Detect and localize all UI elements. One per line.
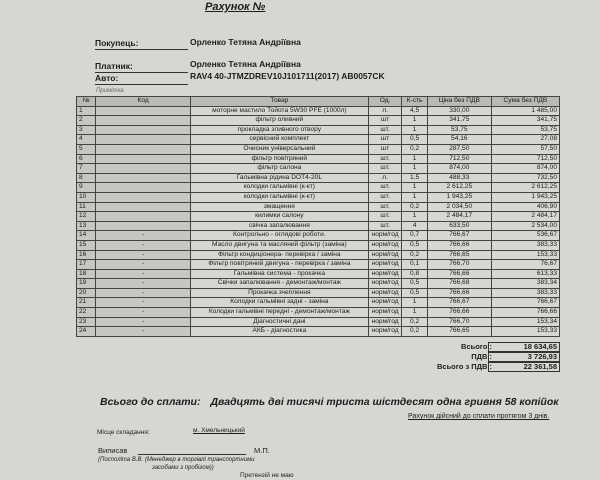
row-unit: норм/год (368, 260, 402, 270)
row-price: 766,65 (427, 327, 491, 337)
header-number: № (77, 97, 96, 107)
row-qty: 1 (402, 154, 427, 164)
row-sum: 76,67 (491, 260, 559, 270)
row-code (96, 116, 191, 126)
payer-name: Орленко Тетяна Андріївна (190, 59, 301, 69)
row-unit: норм/год (368, 308, 402, 318)
row-number: 19 (77, 279, 96, 289)
buyer-label: Покупець: (95, 38, 188, 50)
row-item: Очисник універсальний (190, 144, 368, 154)
row-number: 5 (77, 144, 96, 154)
row-number: 11 (77, 202, 96, 212)
row-item: Гальмівна рідина DOT4-20L (190, 173, 368, 183)
row-code (96, 202, 191, 212)
issued-label: Виписав (98, 446, 128, 455)
stamp-label: М.П. (254, 446, 270, 455)
row-sum: 406,90 (491, 202, 559, 212)
row-price: 766,68 (427, 279, 491, 289)
row-code (96, 106, 191, 116)
table-row (77, 308, 560, 318)
row-item: фільтр повітряний (190, 154, 368, 164)
row-price: 766,66 (427, 308, 491, 318)
row-item: Контрольно - оглядові роботи. (190, 231, 368, 241)
table-row (77, 192, 560, 202)
row-qty: 0,5 (402, 279, 427, 289)
table-row (77, 327, 560, 337)
row-price: 766,70 (427, 317, 491, 327)
row-number: 14 (77, 231, 96, 241)
row-item: АКБ - діагностика (190, 327, 368, 337)
table-row (77, 125, 560, 135)
subtotal-label: Всього : (461, 342, 492, 351)
row-qty: 0,2 (402, 202, 427, 212)
table-row (77, 106, 560, 116)
row-unit: норм/год (368, 250, 402, 260)
row-unit: норм/год (368, 240, 402, 250)
row-item: Свічки запалювання - демонтаж/монтаж (190, 279, 368, 289)
row-price: 874,00 (427, 164, 491, 174)
row-qty: 0,5 (402, 135, 427, 145)
row-sum: 766,67 (491, 298, 559, 308)
row-number: 7 (77, 164, 96, 174)
row-unit: шт (368, 135, 402, 145)
row-code: - (96, 269, 191, 279)
row-item: Прокачка зчеплення (190, 288, 368, 298)
row-unit: шт. (368, 183, 402, 193)
row-number: 2 (77, 116, 96, 126)
vat-label: ПДВ : (471, 352, 492, 361)
row-number: 9 (77, 183, 96, 193)
row-qty: 1 (402, 298, 427, 308)
row-unit: шт. (368, 221, 402, 231)
row-price: 2 612,25 (427, 183, 491, 193)
table-row (77, 288, 560, 298)
row-qty: 1 (402, 212, 427, 222)
row-qty: 0,2 (402, 317, 427, 327)
row-price: 766,66 (427, 288, 491, 298)
row-price: 712,50 (427, 154, 491, 164)
amount-due (100, 396, 559, 409)
table-header (77, 97, 560, 107)
row-code (96, 164, 191, 174)
header-price: Ціна без ПДВ (427, 97, 491, 107)
table-row (77, 173, 560, 183)
row-number: 22 (77, 308, 96, 318)
row-qty: 1 (402, 125, 427, 135)
row-item: моторне мастило Тойота 5W30 PFE (1000л) (190, 106, 368, 116)
row-item: Гальмівна система - прокачка (190, 269, 368, 279)
row-qty: 1 (402, 192, 427, 202)
amount-due-words: Двадцять дві тисячі триста шістдесят одна гривня 58 копійок (210, 396, 559, 408)
row-code (96, 212, 191, 222)
row-code (96, 221, 191, 231)
row-unit: л. (368, 106, 402, 116)
buyer-name: Орленко Тетяна Андріївна (190, 37, 301, 47)
row-unit: шт. (368, 212, 402, 222)
row-item: килимки салону (190, 212, 368, 222)
claims-note: Претензій не маю (240, 472, 294, 479)
row-qty: 0,2 (402, 327, 427, 337)
issuer-note-2: засобами з пробігом)) (152, 465, 214, 471)
row-price: 1 943,25 (427, 192, 491, 202)
row-unit: л. (368, 173, 402, 183)
row-sum: 153,33 (491, 327, 559, 337)
row-code: - (96, 308, 191, 318)
row-price: 488,33 (427, 173, 491, 183)
row-qty: 4 (402, 221, 427, 231)
row-item: Діагностичні дані (190, 317, 368, 327)
row-unit: шт. (368, 192, 402, 202)
row-number: 1 (77, 106, 96, 116)
row-item: фільтр оливний (190, 116, 368, 126)
row-item: фільтр салона (190, 164, 368, 174)
row-code: - (96, 317, 191, 327)
row-sum: 874,00 (491, 164, 559, 174)
row-code: - (96, 327, 191, 337)
row-price: 766,66 (427, 240, 491, 250)
row-item: Колодки гальмівні передні - демонтаж/монтаж (190, 308, 368, 318)
row-qty: 1 (402, 308, 427, 318)
row-qty: 1 (402, 183, 427, 193)
row-code (96, 192, 191, 202)
row-code (96, 125, 191, 135)
row-unit: шт. (368, 164, 402, 174)
header-unit: Од. (368, 97, 402, 107)
row-code: - (96, 288, 191, 298)
row-qty: 0,7 (402, 231, 427, 241)
row-price: 766,67 (427, 231, 491, 241)
row-qty: 0,2 (402, 250, 427, 260)
row-number: 20 (77, 288, 96, 298)
table-row (77, 154, 560, 164)
row-sum: 1 943,25 (491, 192, 559, 202)
row-item: Масло двигуна та масляний фільтр (заміна) (190, 240, 368, 250)
row-number: 17 (77, 260, 96, 270)
row-sum: 383,34 (491, 279, 559, 289)
invoice-table (76, 96, 560, 337)
row-unit: шт (368, 116, 402, 126)
table-row (77, 231, 560, 241)
row-unit: норм/год (368, 327, 402, 337)
row-number: 18 (77, 269, 96, 279)
row-qty: 1 (402, 116, 427, 126)
row-qty: 4,5 (402, 106, 427, 116)
row-unit: норм/год (368, 279, 402, 289)
row-unit: шт. (368, 154, 402, 164)
row-qty: 0,8 (402, 269, 427, 279)
row-unit: норм/год (368, 269, 402, 279)
table-row (77, 135, 560, 145)
row-qty: 0,5 (402, 288, 427, 298)
row-number: 15 (77, 240, 96, 250)
row-number: 4 (77, 135, 96, 145)
row-sum: 1 485,00 (491, 106, 559, 116)
table-row (77, 240, 560, 250)
row-unit: норм/год (368, 317, 402, 327)
row-sum: 53,75 (491, 125, 559, 135)
row-code (96, 154, 191, 164)
row-sum: 27,08 (491, 135, 559, 145)
row-unit: шт (368, 144, 402, 154)
table-row (77, 164, 560, 174)
row-item: прокладка зливного отвору (190, 125, 368, 135)
row-unit: шт. (368, 125, 402, 135)
row-sum: 712,50 (491, 154, 559, 164)
row-qty: 0,5 (402, 240, 427, 250)
row-item: сервісний комплект (190, 135, 368, 145)
row-code: - (96, 260, 191, 270)
row-price: 330,00 (427, 106, 491, 116)
car-value: RAV4 40-JTMZDREV10J101711(2017) AB0057CK (190, 71, 385, 81)
row-sum: 613,33 (491, 269, 559, 279)
row-price: 633,50 (427, 221, 491, 231)
invoice-title: Рахунок № (205, 1, 266, 13)
row-sum: 341,75 (491, 116, 559, 126)
row-sum: 766,66 (491, 308, 559, 318)
issuer-note-1: (Посполіта В.В. (Менеджер в торгівлі транспортними (98, 457, 255, 463)
row-item: Колодки гальмівні задні - заміна (190, 298, 368, 308)
row-price: 766,70 (427, 260, 491, 270)
row-item: свічка запалювання (190, 221, 368, 231)
row-number: 13 (77, 221, 96, 231)
row-sum: 383,33 (491, 240, 559, 250)
row-unit: норм/год (368, 288, 402, 298)
row-price: 766,67 (427, 298, 491, 308)
row-price: 53,75 (427, 125, 491, 135)
table-row (77, 260, 560, 270)
row-price: 766,65 (427, 250, 491, 260)
row-qty: 0,1 (402, 260, 427, 270)
row-sum: 536,67 (491, 231, 559, 241)
row-code: - (96, 298, 191, 308)
row-qty: 1 (402, 164, 427, 174)
row-number: 3 (77, 125, 96, 135)
row-number: 24 (77, 327, 96, 337)
row-number: 8 (77, 173, 96, 183)
row-sum: 2 534,00 (491, 221, 559, 231)
table-row (77, 250, 560, 260)
header-sum: Сума без ПДВ (491, 97, 559, 107)
validity-note: Рахунок дійсний до сплати протягом 3 днів. (408, 413, 550, 420)
row-sum: 732,50 (491, 173, 559, 183)
table-row (77, 279, 560, 289)
table-row (77, 202, 560, 212)
total-label: Всього з ПДВ : (436, 362, 492, 371)
row-sum: 2 484,17 (491, 212, 559, 222)
row-qty: 0,2 (402, 144, 427, 154)
row-price: 341,75 (427, 116, 491, 126)
total-value: 22 361,58 (488, 362, 560, 372)
row-code (96, 135, 191, 145)
table-row (77, 144, 560, 154)
row-item: Фільтр повітряний двигуна - перевірка / заміна (190, 260, 368, 270)
row-sum: 2 612,25 (491, 183, 559, 193)
row-code (96, 173, 191, 183)
row-code: - (96, 231, 191, 241)
row-item: колодки гальмівні (к-кт) (190, 192, 368, 202)
row-price: 2 034,50 (427, 202, 491, 212)
row-unit: шт. (368, 202, 402, 212)
table-row (77, 183, 560, 193)
row-code: - (96, 240, 191, 250)
row-item: Фільтр кондиціонера- перевірка / заміна (190, 250, 368, 260)
row-number: 6 (77, 154, 96, 164)
row-unit: норм/год (368, 231, 402, 241)
table-row (77, 298, 560, 308)
row-item: колодки гальмівні (к-кт) (190, 183, 368, 193)
row-sum: 153,34 (491, 317, 559, 327)
row-price: 766,66 (427, 269, 491, 279)
row-price: 287,50 (427, 144, 491, 154)
table-row (77, 221, 560, 231)
row-sum: 57,50 (491, 144, 559, 154)
row-item: змащення (190, 202, 368, 212)
row-code: - (96, 279, 191, 289)
row-code (96, 183, 191, 193)
table-row (77, 116, 560, 126)
row-sum: 153,33 (491, 250, 559, 260)
payer-label: Платник: (95, 61, 188, 73)
car-label: Авто: (95, 73, 188, 85)
table-row (77, 269, 560, 279)
row-number: 23 (77, 317, 96, 327)
row-unit: норм/год (368, 298, 402, 308)
row-number: 16 (77, 250, 96, 260)
amount-due-label: Всього до сплати: (100, 396, 201, 408)
vat-value: 3 726,93 (488, 352, 560, 362)
place-label: Місце складання: (97, 429, 150, 436)
row-number: 10 (77, 192, 96, 202)
table-row (77, 317, 560, 327)
row-number: 12 (77, 212, 96, 222)
signature-line (138, 454, 246, 455)
header-qty: К-сть (402, 97, 427, 107)
header-item: Товар (190, 97, 368, 107)
note-label: Примітка (96, 88, 124, 94)
row-code: - (96, 250, 191, 260)
place-value: м. Хмельницький (193, 427, 245, 434)
row-code (96, 144, 191, 154)
row-price: 54,16 (427, 135, 491, 145)
table-row (77, 212, 560, 222)
row-number: 21 (77, 298, 96, 308)
row-sum: 383,33 (491, 288, 559, 298)
row-price: 2 484,17 (427, 212, 491, 222)
row-qty: 1,5 (402, 173, 427, 183)
subtotal-value: 18 634,65 (488, 342, 560, 352)
header-code: Код (96, 97, 191, 107)
